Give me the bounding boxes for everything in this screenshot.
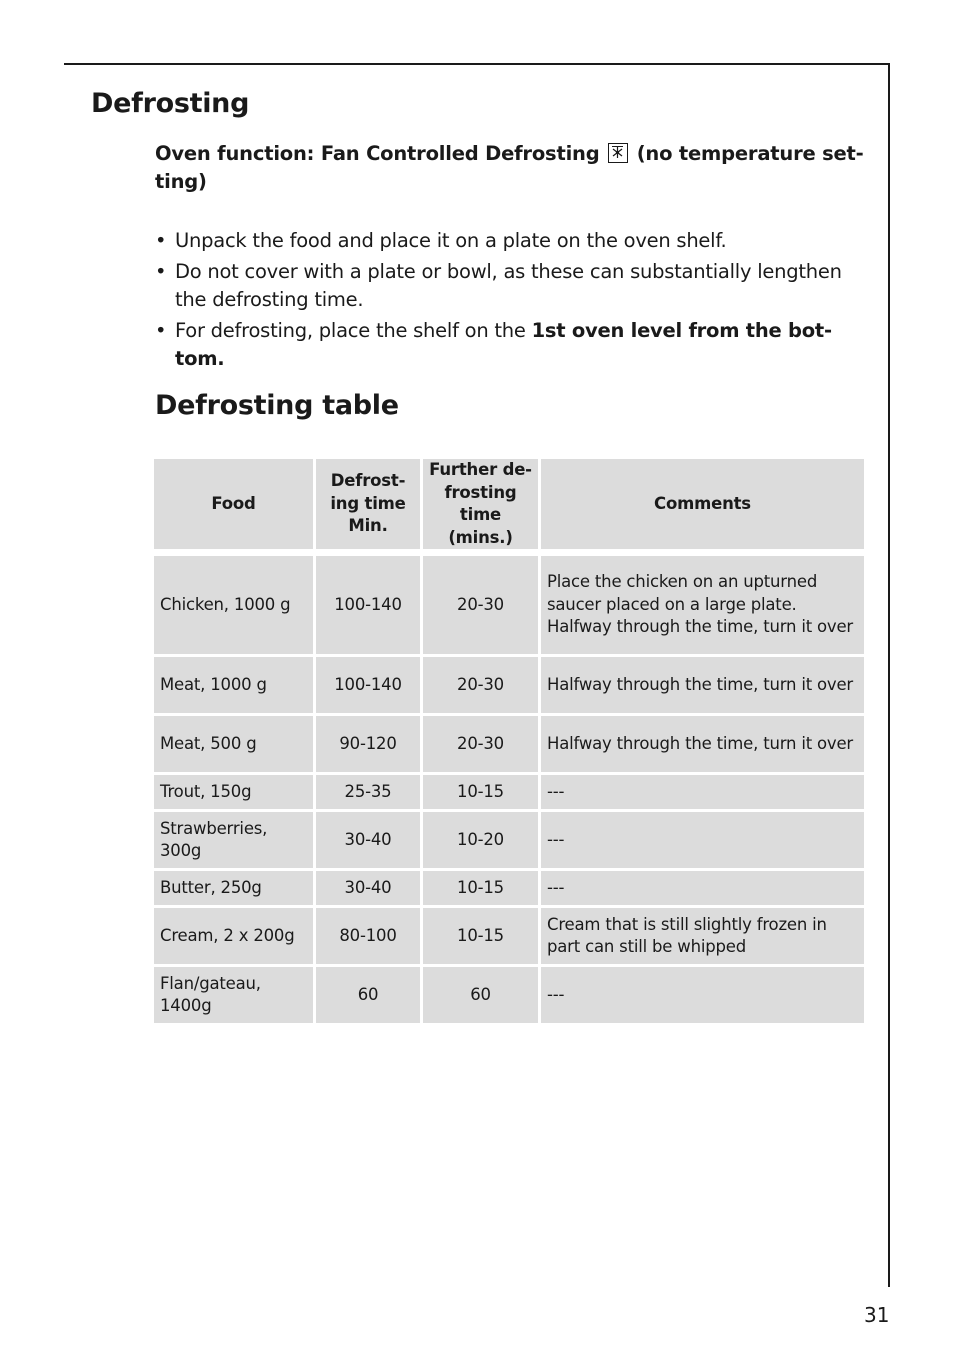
header-comments: Comments	[541, 459, 864, 556]
cell-time: 100-140	[316, 556, 423, 657]
fan-defrost-icon	[608, 143, 628, 163]
cell-time: 25-35	[316, 775, 423, 812]
cell-comment: Place the chicken on an upturned saucer placed on a large plate. Halfway through the time, turn it over	[541, 556, 864, 657]
cell-comment: ---	[541, 967, 864, 1026]
instruction-item	[155, 227, 865, 255]
cell-comment: Cream that is still slightly frozen in part can still be whipped	[541, 908, 864, 967]
right-rule	[888, 63, 890, 1287]
top-rule	[64, 63, 890, 65]
page-number: 31	[864, 1303, 890, 1327]
instruction-list	[155, 227, 865, 376]
table-row	[154, 812, 864, 871]
cell-comment: ---	[541, 812, 864, 871]
cell-comment: Halfway through the time, turn it over	[541, 716, 864, 775]
instruction-text: For defrosting, place the shelf on the	[175, 319, 532, 342]
cell-time: 80-100	[316, 908, 423, 967]
cell-further: 10-20	[423, 812, 541, 871]
oven-function-heading	[155, 140, 865, 196]
cell-further: 10-15	[423, 775, 541, 812]
instruction-text: Unpack the food and place it on a plate on the oven shelf.	[175, 229, 727, 252]
table-row	[154, 775, 864, 812]
oven-function-note: (no temperature set-ting)	[155, 142, 864, 193]
cell-comment: Halfway through the time, turn it over	[541, 657, 864, 716]
cell-further: 10-15	[423, 908, 541, 967]
instruction-emphasis: 1st oven level from the bot-tom.	[175, 319, 832, 370]
cell-food: Meat, 500 g	[154, 716, 316, 775]
cell-food: Butter, 250g	[154, 871, 316, 908]
table-header-row	[154, 459, 864, 556]
instruction-text: Do not cover with a plate or bowl, as these can substantially lengthen the defrosting time.	[175, 260, 842, 311]
cell-comment: ---	[541, 871, 864, 908]
header-further-time: Further de-frosting time (mins.)	[423, 459, 541, 556]
defrosting-table	[154, 459, 864, 1026]
cell-time: 30-40	[316, 812, 423, 871]
instruction-item	[155, 317, 865, 373]
page-title: Defrosting	[91, 88, 250, 119]
table-row	[154, 967, 864, 1026]
cell-time: 60	[316, 967, 423, 1026]
cell-time: 30-40	[316, 871, 423, 908]
cell-further: 20-30	[423, 716, 541, 775]
table-row	[154, 716, 864, 775]
header-food: Food	[154, 459, 316, 556]
cell-food: Meat, 1000 g	[154, 657, 316, 716]
instruction-item	[155, 258, 865, 314]
cell-time: 100-140	[316, 657, 423, 716]
cell-food: Flan/gateau, 1400g	[154, 967, 316, 1026]
cell-food: Cream, 2 x 200g	[154, 908, 316, 967]
oven-function-label: Oven function: Fan Controlled Defrosting	[155, 142, 600, 165]
table-row	[154, 871, 864, 908]
table-title: Defrosting table	[155, 390, 399, 421]
cell-further: 20-30	[423, 556, 541, 657]
cell-further: 10-15	[423, 871, 541, 908]
cell-time: 90-120	[316, 716, 423, 775]
table-row	[154, 556, 864, 657]
cell-further: 20-30	[423, 657, 541, 716]
cell-food: Trout, 150g	[154, 775, 316, 812]
cell-comment: ---	[541, 775, 864, 812]
cell-food: Chicken, 1000 g	[154, 556, 316, 657]
table-row	[154, 908, 864, 967]
cell-food: Strawberries, 300g	[154, 812, 316, 871]
header-defrost-time: Defrost-ing time Min.	[316, 459, 423, 556]
cell-further: 60	[423, 967, 541, 1026]
table-row	[154, 657, 864, 716]
